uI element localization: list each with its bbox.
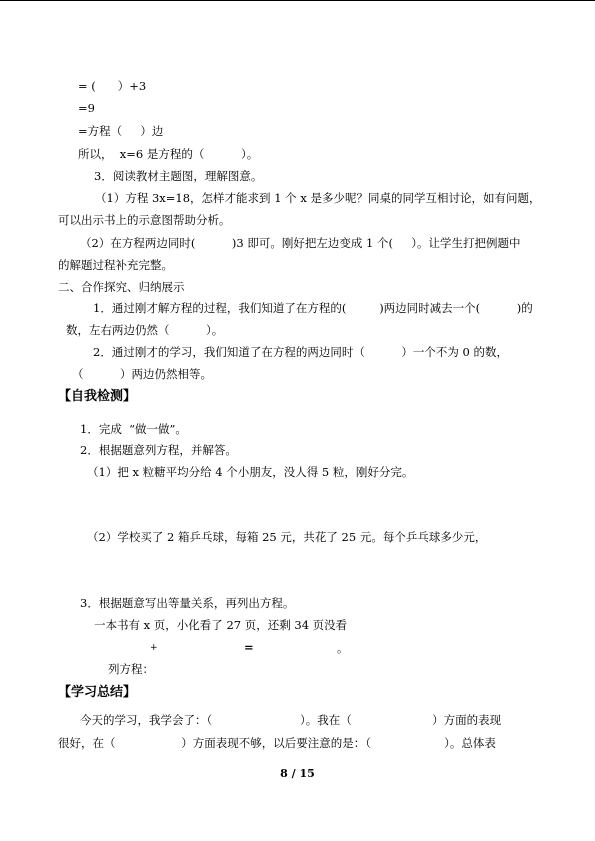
- text-line: 一本书有 x 页，小化看了 27 页，还剩 34 页没看: [94, 618, 348, 632]
- equation-end: 。: [337, 641, 349, 655]
- text-line: =方程（ ）边: [78, 124, 164, 138]
- text-line: （2）在方程两边同时( )3 即可。刚好把左边变成 1 个( ）。让学生打把例题中: [80, 236, 521, 250]
- text-line: 2．根据题意列方程，并解答。: [80, 443, 237, 457]
- text-line: 列方程：: [108, 662, 154, 676]
- text-line: 很好，在（ ）方面表现不够，以后要注意的是：（ ）。总体表: [58, 736, 496, 750]
- top-rule: [0, 0, 595, 1]
- page-number: 8 / 15: [280, 767, 315, 780]
- text-line: 3．阅读教材主题图，理解图意。: [94, 169, 263, 183]
- equation-equals: =: [244, 640, 254, 654]
- text-line: 今天的学习，我学会了：（ ）。我在（ ）方面的表现: [80, 713, 502, 727]
- equation-plus: +: [150, 643, 158, 653]
- text-line: 二、合作探究、归纳展示: [58, 280, 185, 294]
- text-line: 所以， x=6 是方程的（ ）。: [78, 147, 259, 161]
- text-line: =9: [78, 101, 95, 115]
- text-line: 的解题过程补充完整。: [58, 258, 173, 272]
- text-line: 2．通过刚才的学习，我们知道了在方程的两边同时（ ）一个不为 0 的数，: [93, 345, 508, 359]
- text-line: = ( ）+3: [78, 79, 147, 93]
- section-heading-self-check: 【自我检测】: [58, 389, 137, 404]
- text-line: （1）方程 3x=18，怎样才能求到 1 个 x 是多少呢？同桌的同学互相讨论，如有问题，: [95, 191, 541, 205]
- text-line: 数，左右两边仍然（ ）。: [66, 323, 224, 337]
- text-line: 3．根据题意写出等量关系，再列出方程。: [80, 596, 295, 610]
- text-line: 1．完成 “做一做”。: [80, 422, 187, 436]
- text-line: （2）学校买了 2 箱乒乓球，每箱 25 元，共花了 25 元。每个乒乓球多少元，: [87, 530, 487, 544]
- section-heading-summary: 【学习总结】: [58, 685, 137, 700]
- text-line: 可以出示书上的示意图帮助分析。: [58, 213, 231, 227]
- text-line: （ ）两边仍然相等。: [72, 367, 213, 381]
- text-line: （1）把 x 粒糖平均分给 4 个小朋友，没人得 5 粒，刚好分完。: [87, 465, 414, 479]
- text-line: 1．通过刚才解方程的过程，我们知道了在方程的( )两边同时减去一个( )的: [93, 301, 533, 315]
